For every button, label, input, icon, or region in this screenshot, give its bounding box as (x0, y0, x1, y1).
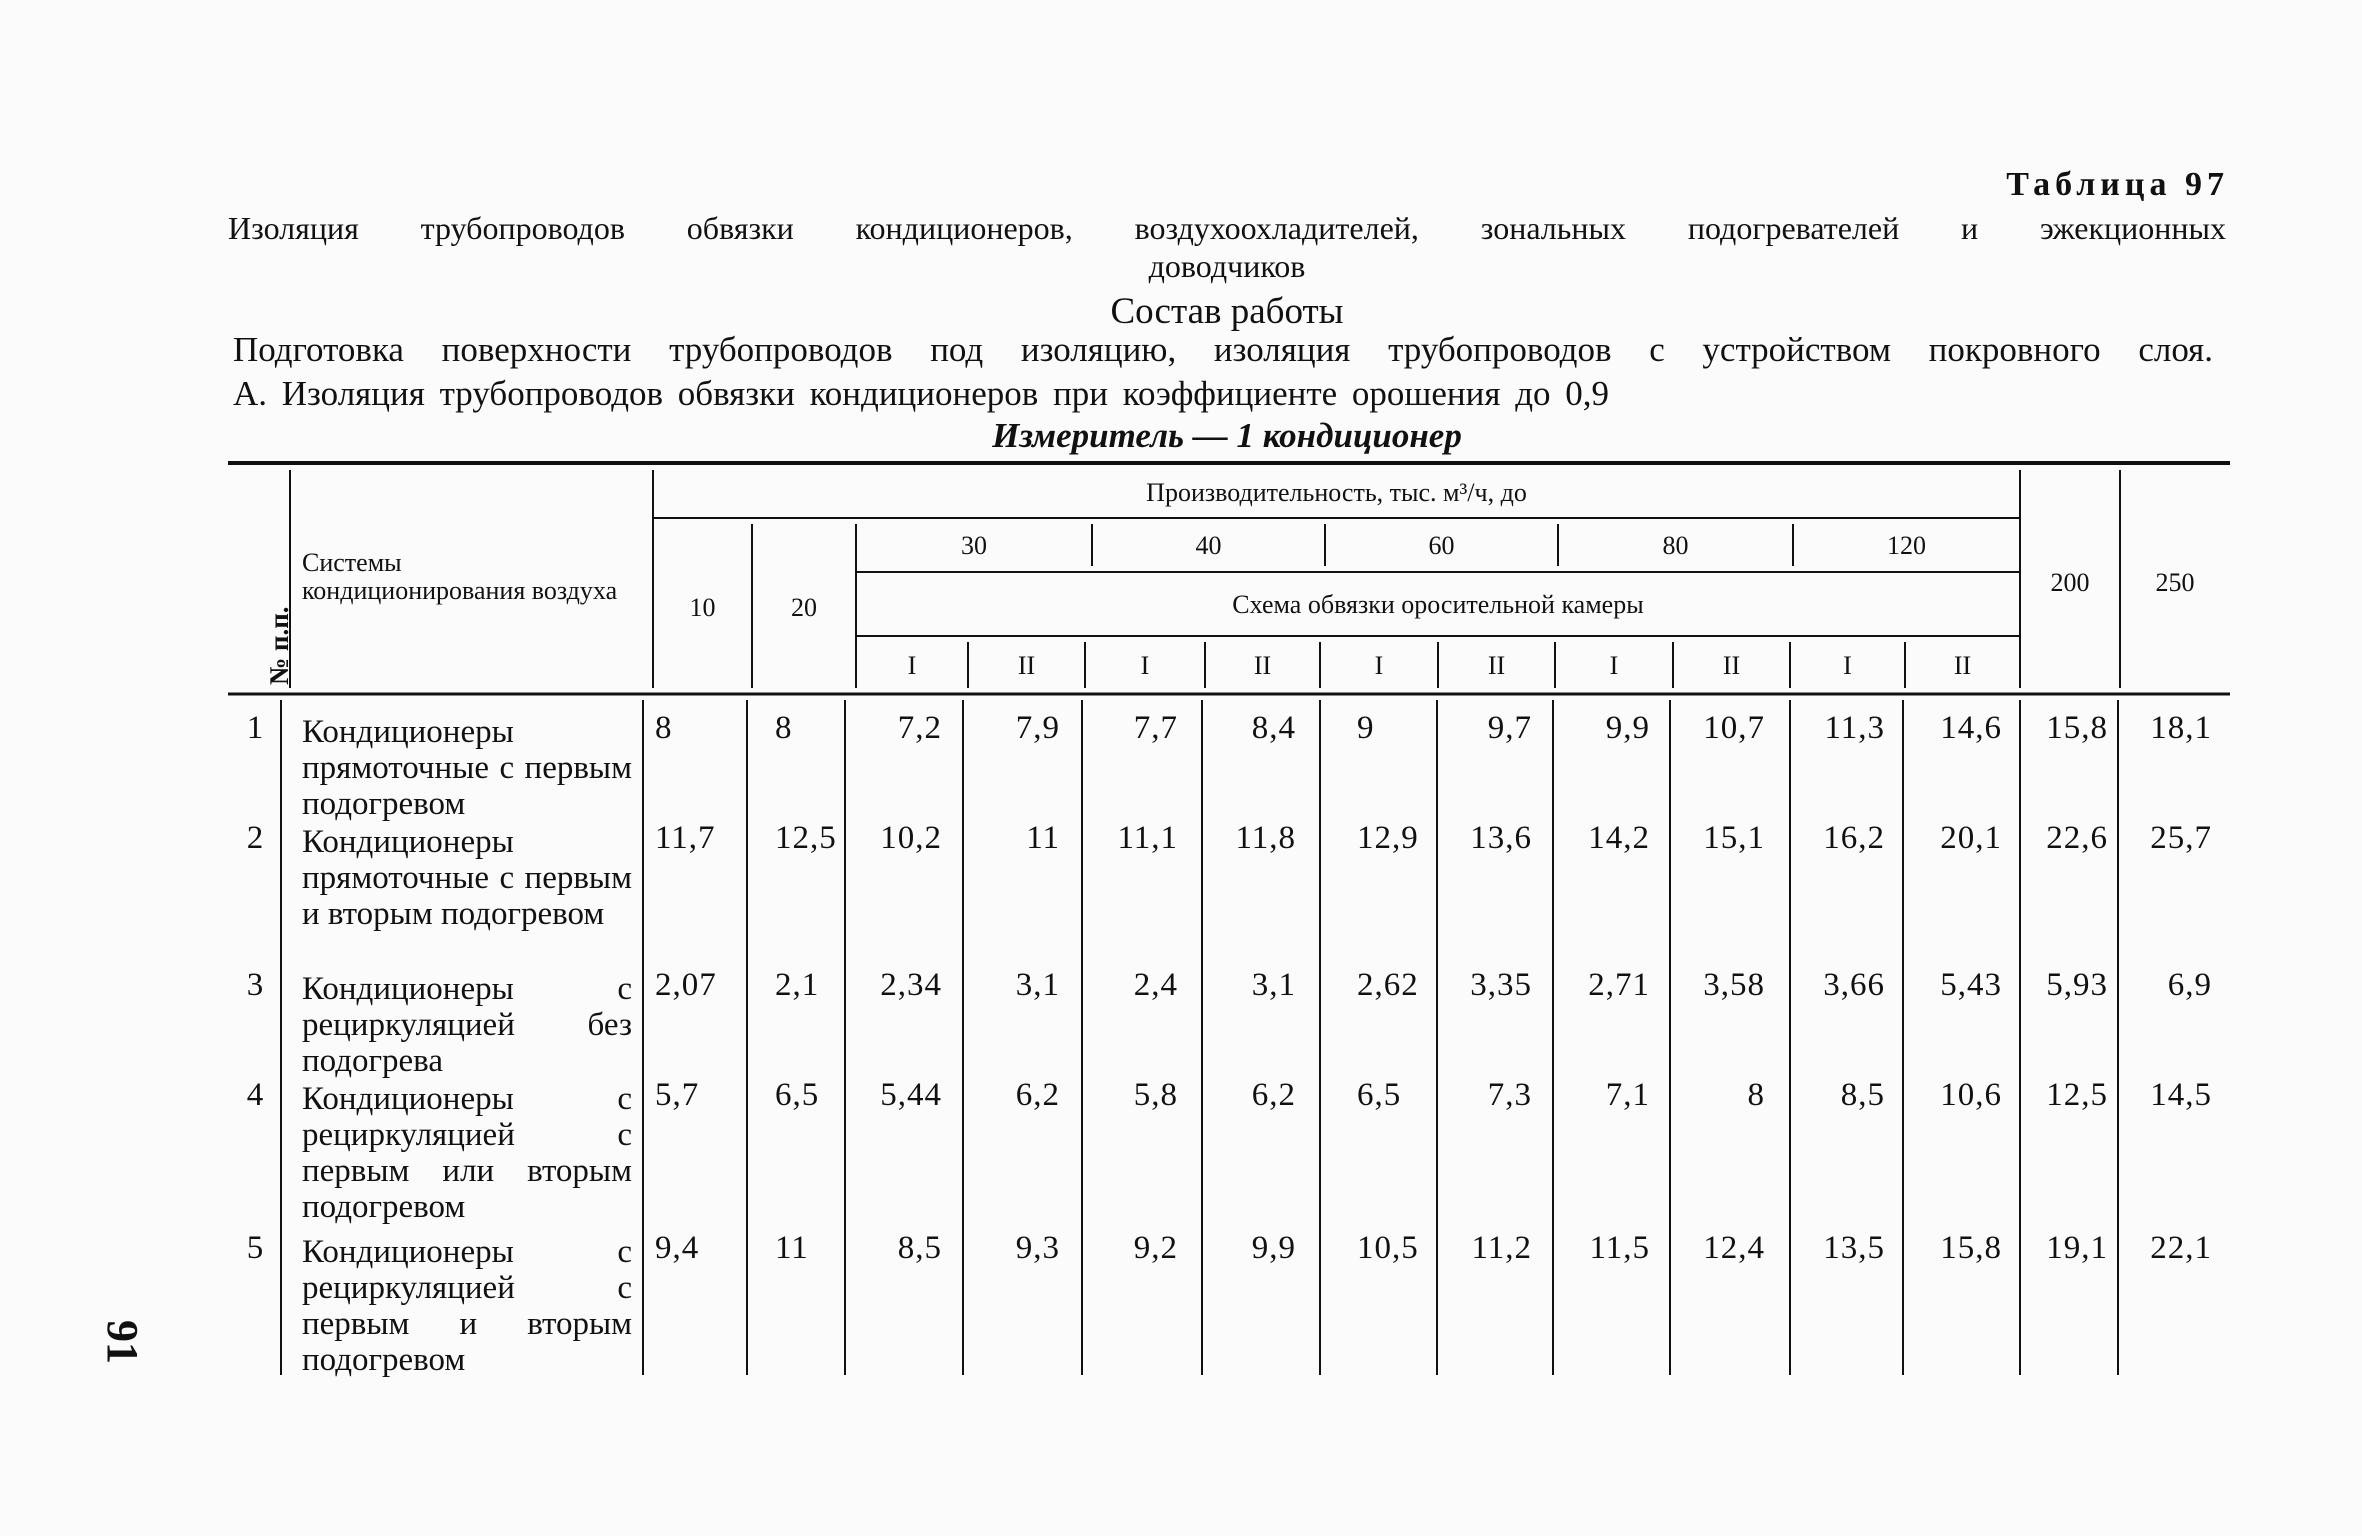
table-cell: 2,71 (1588, 967, 1650, 1003)
table-cell: 11,3 (1824, 710, 1885, 746)
row-number: 2 (246, 820, 264, 856)
table-cell: 12,5 (2046, 1077, 2108, 1113)
capacity-40: 40 (1195, 531, 1222, 560)
table-cell: 14,2 (1588, 820, 1650, 856)
system-name: Кондиционеры прямоточные с первым подогревом (302, 714, 632, 822)
table-cell: 3,35 (1470, 967, 1532, 1003)
capacity-120: 120 (1887, 531, 1926, 560)
table-cell: 9 (1357, 710, 1375, 746)
table-title-continued: доводчиков (1148, 248, 1306, 284)
table-cell: 2,4 (1133, 967, 1178, 1003)
table-cell: 14,6 (1940, 710, 2002, 746)
table-cell: 6,2 (1015, 1077, 1060, 1113)
row-number: 5 (246, 1230, 264, 1266)
scheme-label: II (1017, 651, 1036, 680)
capacity-250: 250 (2155, 568, 2195, 597)
work-composition-heading: Состав работы (1110, 291, 1344, 332)
row-number: 1 (246, 710, 264, 746)
table-cell: 6,5 (1357, 1077, 1402, 1113)
row-number: 3 (246, 967, 264, 1003)
table-cell: 20,1 (1940, 820, 2002, 856)
table-cell: 11,2 (1471, 1230, 1532, 1266)
systems-header: Системы кондиционирования воздуха (302, 548, 618, 605)
table-cell: 7,2 (897, 710, 942, 746)
table-cell: 6,5 (775, 1077, 820, 1113)
table-cell: 9,9 (1605, 710, 1650, 746)
scheme-label: II (1722, 651, 1741, 680)
table-cell: 11,7 (655, 820, 716, 856)
measure-unit: Измеритель — 1 кондиционер (992, 416, 1462, 455)
table-cell: 5,44 (880, 1077, 942, 1113)
table-cell: 10,7 (1703, 710, 1765, 746)
table-cell: 7,7 (1133, 710, 1178, 746)
table-cell: 5,43 (1940, 967, 2002, 1003)
table-cell: 8,5 (897, 1230, 942, 1266)
table-cell: 22,6 (2046, 820, 2108, 856)
table-cell: 5,8 (1133, 1077, 1178, 1113)
capacity-200: 200 (2050, 568, 2090, 597)
table-cell: 22,1 (2150, 1230, 2212, 1266)
table-cell: 11 (1026, 820, 1060, 856)
system-name: Кондиционеры с рециркуляцией без подогрева (302, 971, 632, 1079)
table-cell: 8 (655, 710, 673, 746)
table-cell: 9,9 (1251, 1230, 1296, 1266)
scheme-label: II (1487, 651, 1506, 680)
scheme-label: I (907, 651, 917, 680)
table-cell: 13,6 (1470, 820, 1532, 856)
table-cell: 2,07 (655, 967, 717, 1003)
table-cell: 8 (775, 710, 793, 746)
scheme-header: Схема обвязки оросительной камеры (1232, 590, 1644, 619)
row-number-header: № п.п. (264, 606, 294, 685)
table-title: Изоляция трубопроводов обвязки кондиционеров, воздухоохладителей, зональных подогревателей и эжекционных (228, 210, 2226, 246)
page-number: 91 (98, 1320, 147, 1364)
table-cell: 14,5 (2150, 1077, 2212, 1113)
scheme-label: I (1140, 651, 1150, 680)
table-cell: 5,93 (2046, 967, 2108, 1003)
table-cell: 12,5 (775, 820, 837, 856)
table-cell: 10,2 (880, 820, 942, 856)
table-cell: 10,6 (1940, 1077, 2002, 1113)
scheme-label: II (1253, 651, 1272, 680)
table-cell: 8,5 (1840, 1077, 1885, 1113)
table-label: Таблица 97 (2006, 166, 2229, 203)
table-cell: 7,3 (1487, 1077, 1532, 1113)
table-cell: 3,58 (1703, 967, 1765, 1003)
scheme-label: II (1953, 651, 1972, 680)
table-cell: 2,62 (1357, 967, 1419, 1003)
table-cell: 8 (1747, 1077, 1765, 1113)
table-cell: 6,2 (1251, 1077, 1296, 1113)
system-name: Кондиционеры с рециркуляцией с первым или вторым подогревом (302, 1081, 632, 1225)
table-cell: 3,66 (1823, 967, 1885, 1003)
table-cell: 19,1 (2046, 1230, 2108, 1266)
work-description: Подготовка поверхности трубопроводов под изоляцию, изоляция трубопроводов с устройством покровного слоя. (233, 330, 2213, 369)
table-cell: 13,5 (1823, 1230, 1885, 1266)
row-number: 4 (246, 1077, 264, 1113)
table-cell: 15,1 (1703, 820, 1765, 856)
table-cell: 10,5 (1357, 1230, 1419, 1266)
capacity-header: Производительность, тыс. м³/ч, до (1146, 478, 1527, 507)
table-cell: 11 (775, 1230, 809, 1266)
table-cell: 7,9 (1015, 710, 1060, 746)
table-cell: 16,2 (1823, 820, 1885, 856)
table-cell: 18,1 (2150, 710, 2212, 746)
table-cell: 9,4 (655, 1230, 700, 1266)
capacity-10: 10 (689, 593, 716, 622)
table-cell: 2,34 (880, 967, 942, 1003)
capacity-80: 80 (1662, 531, 1689, 560)
table-cell: 9,7 (1487, 710, 1532, 746)
table-cell: 3,1 (1015, 967, 1060, 1003)
table-cell: 15,8 (2046, 710, 2108, 746)
table-cell: 12,9 (1357, 820, 1419, 856)
table-cell: 3,1 (1251, 967, 1296, 1003)
capacity-30: 30 (961, 531, 987, 560)
table-cell: 11,8 (1235, 820, 1296, 856)
table-cell: 6,9 (2167, 967, 2212, 1003)
system-name: Кондиционеры с рециркуляцией с первым и вторым подогревом (302, 1234, 632, 1378)
table-cell: 7,1 (1605, 1077, 1650, 1113)
table-cell: 11,5 (1589, 1230, 1650, 1266)
section-heading: А. Изоляция трубопроводов обвязки кондиционеров при коэффициенте орошения до 0,9 (233, 374, 1610, 413)
capacity-20: 20 (791, 593, 817, 622)
table-cell: 12,4 (1703, 1230, 1765, 1266)
table-cell: 2,1 (775, 967, 820, 1003)
system-name: Кондиционеры прямоточные с первым и вторым подогревом (302, 824, 632, 932)
capacity-60: 60 (1428, 531, 1455, 560)
table-cell: 15,8 (1940, 1230, 2002, 1266)
table-cell: 9,3 (1015, 1230, 1060, 1266)
table-cell: 5,7 (655, 1077, 700, 1113)
scheme-label: I (1843, 651, 1852, 680)
scheme-label: I (1374, 651, 1384, 680)
scheme-label: I (1609, 651, 1619, 680)
table-cell: 9,2 (1133, 1230, 1178, 1266)
table-cell: 25,7 (2150, 820, 2212, 856)
table-cell: 11,1 (1117, 820, 1178, 856)
table-cell: 8,4 (1251, 710, 1296, 746)
